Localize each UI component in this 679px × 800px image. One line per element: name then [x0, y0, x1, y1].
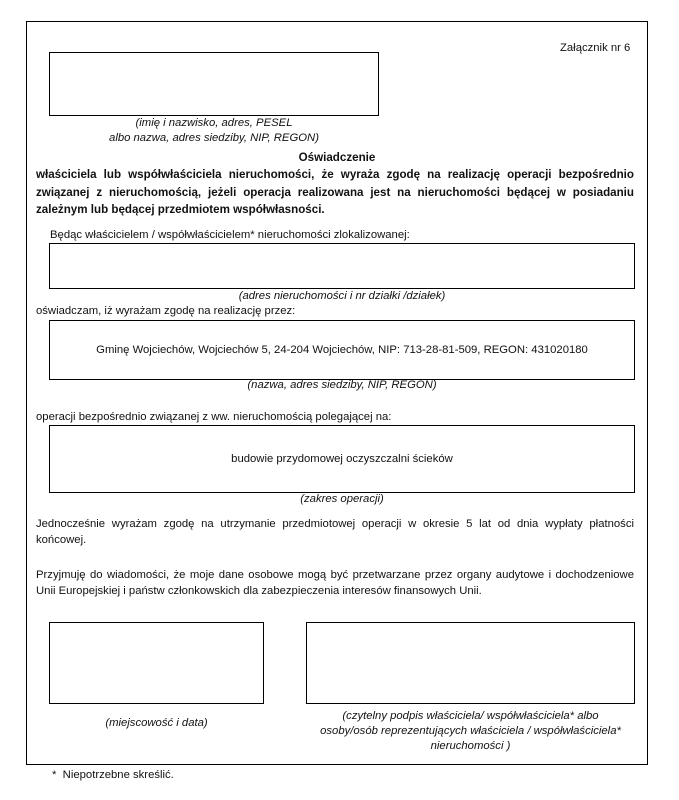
signature-caption-line3: nieruchomości ): [430, 740, 511, 752]
data-processing-paragraph: Przyjmuję do wiadomości, że moje dane osobowe mogą być przetwarzane przez organy audytowe i dochodzeniowe Unii Europejskiej i państw członkowskich dla zabezpieczenia interesów finansowych Unii.: [36, 569, 634, 597]
document-title: Oświadczenie: [298, 151, 376, 164]
declarant-caption-line1: (imię i nazwisko, adres, PESEL: [135, 117, 293, 129]
place-date-caption: (miejscowość i data): [105, 717, 208, 729]
property-caption: (adres nieruchomości i nr działki /działek): [238, 290, 446, 302]
property-address-field[interactable]: [49, 243, 635, 289]
beneficiary-caption: (nazwa, adres siedziby, NIP, REGON): [247, 379, 437, 391]
beneficiary-value: Gminę Wojciechów, Wojciechów 5, 24-204 Wojciechów, NIP: 713-28-81-509, REGON: 431020180: [96, 344, 588, 356]
operation-scope-value: budowie przydomowej oczyszczalni ścieków: [231, 453, 453, 465]
beneficiary-intro: oświadczam, iż wyrażam zgodę na realizację przez:: [36, 305, 296, 317]
signature-field[interactable]: [306, 622, 635, 704]
beneficiary-field[interactable]: [49, 320, 635, 380]
operation-scope-field[interactable]: [49, 425, 635, 493]
annex-label: Załącznik nr 6: [560, 42, 631, 54]
maintenance-consent-paragraph: Jednocześnie wyrażam zgodę na utrzymanie przedmiotowej operacji w okresie 5 lat od dnia wypłaty płatności końcowej.: [36, 518, 634, 546]
operation-caption: (zakres operacji): [300, 493, 384, 505]
declarant-caption-line2: albo nazwa, adres siedziby, NIP, REGON): [109, 132, 319, 144]
operation-intro: operacji bezpośrednio związanej z ww. nieruchomością polegającej na:: [36, 411, 392, 423]
signature-caption-line2: osoby/osób reprezentujących właściciela / współwłaściciela*: [320, 725, 621, 737]
footnote: * Niepotrzebne skreślić.: [52, 769, 174, 781]
document-subtitle: właściciela lub współwłaściciela nieruchomości, że wyraża zgodę na realizację operacji bezpośrednio związanej z nieruchomością, jeżeli operacja realizowana jest na nieruchomości będącej w posiadaniu zależnym lub będącej przedmiotem współwłasności.: [36, 168, 634, 216]
signature-caption-line1: (czytelny podpis właściciela/ współwłaściciela* albo: [342, 710, 599, 722]
property-intro: Będąc właścicielem / współwłaścicielem* nieruchomości zlokalizowanej:: [50, 229, 410, 241]
place-date-field[interactable]: [49, 622, 264, 704]
declarant-field[interactable]: [49, 52, 379, 116]
